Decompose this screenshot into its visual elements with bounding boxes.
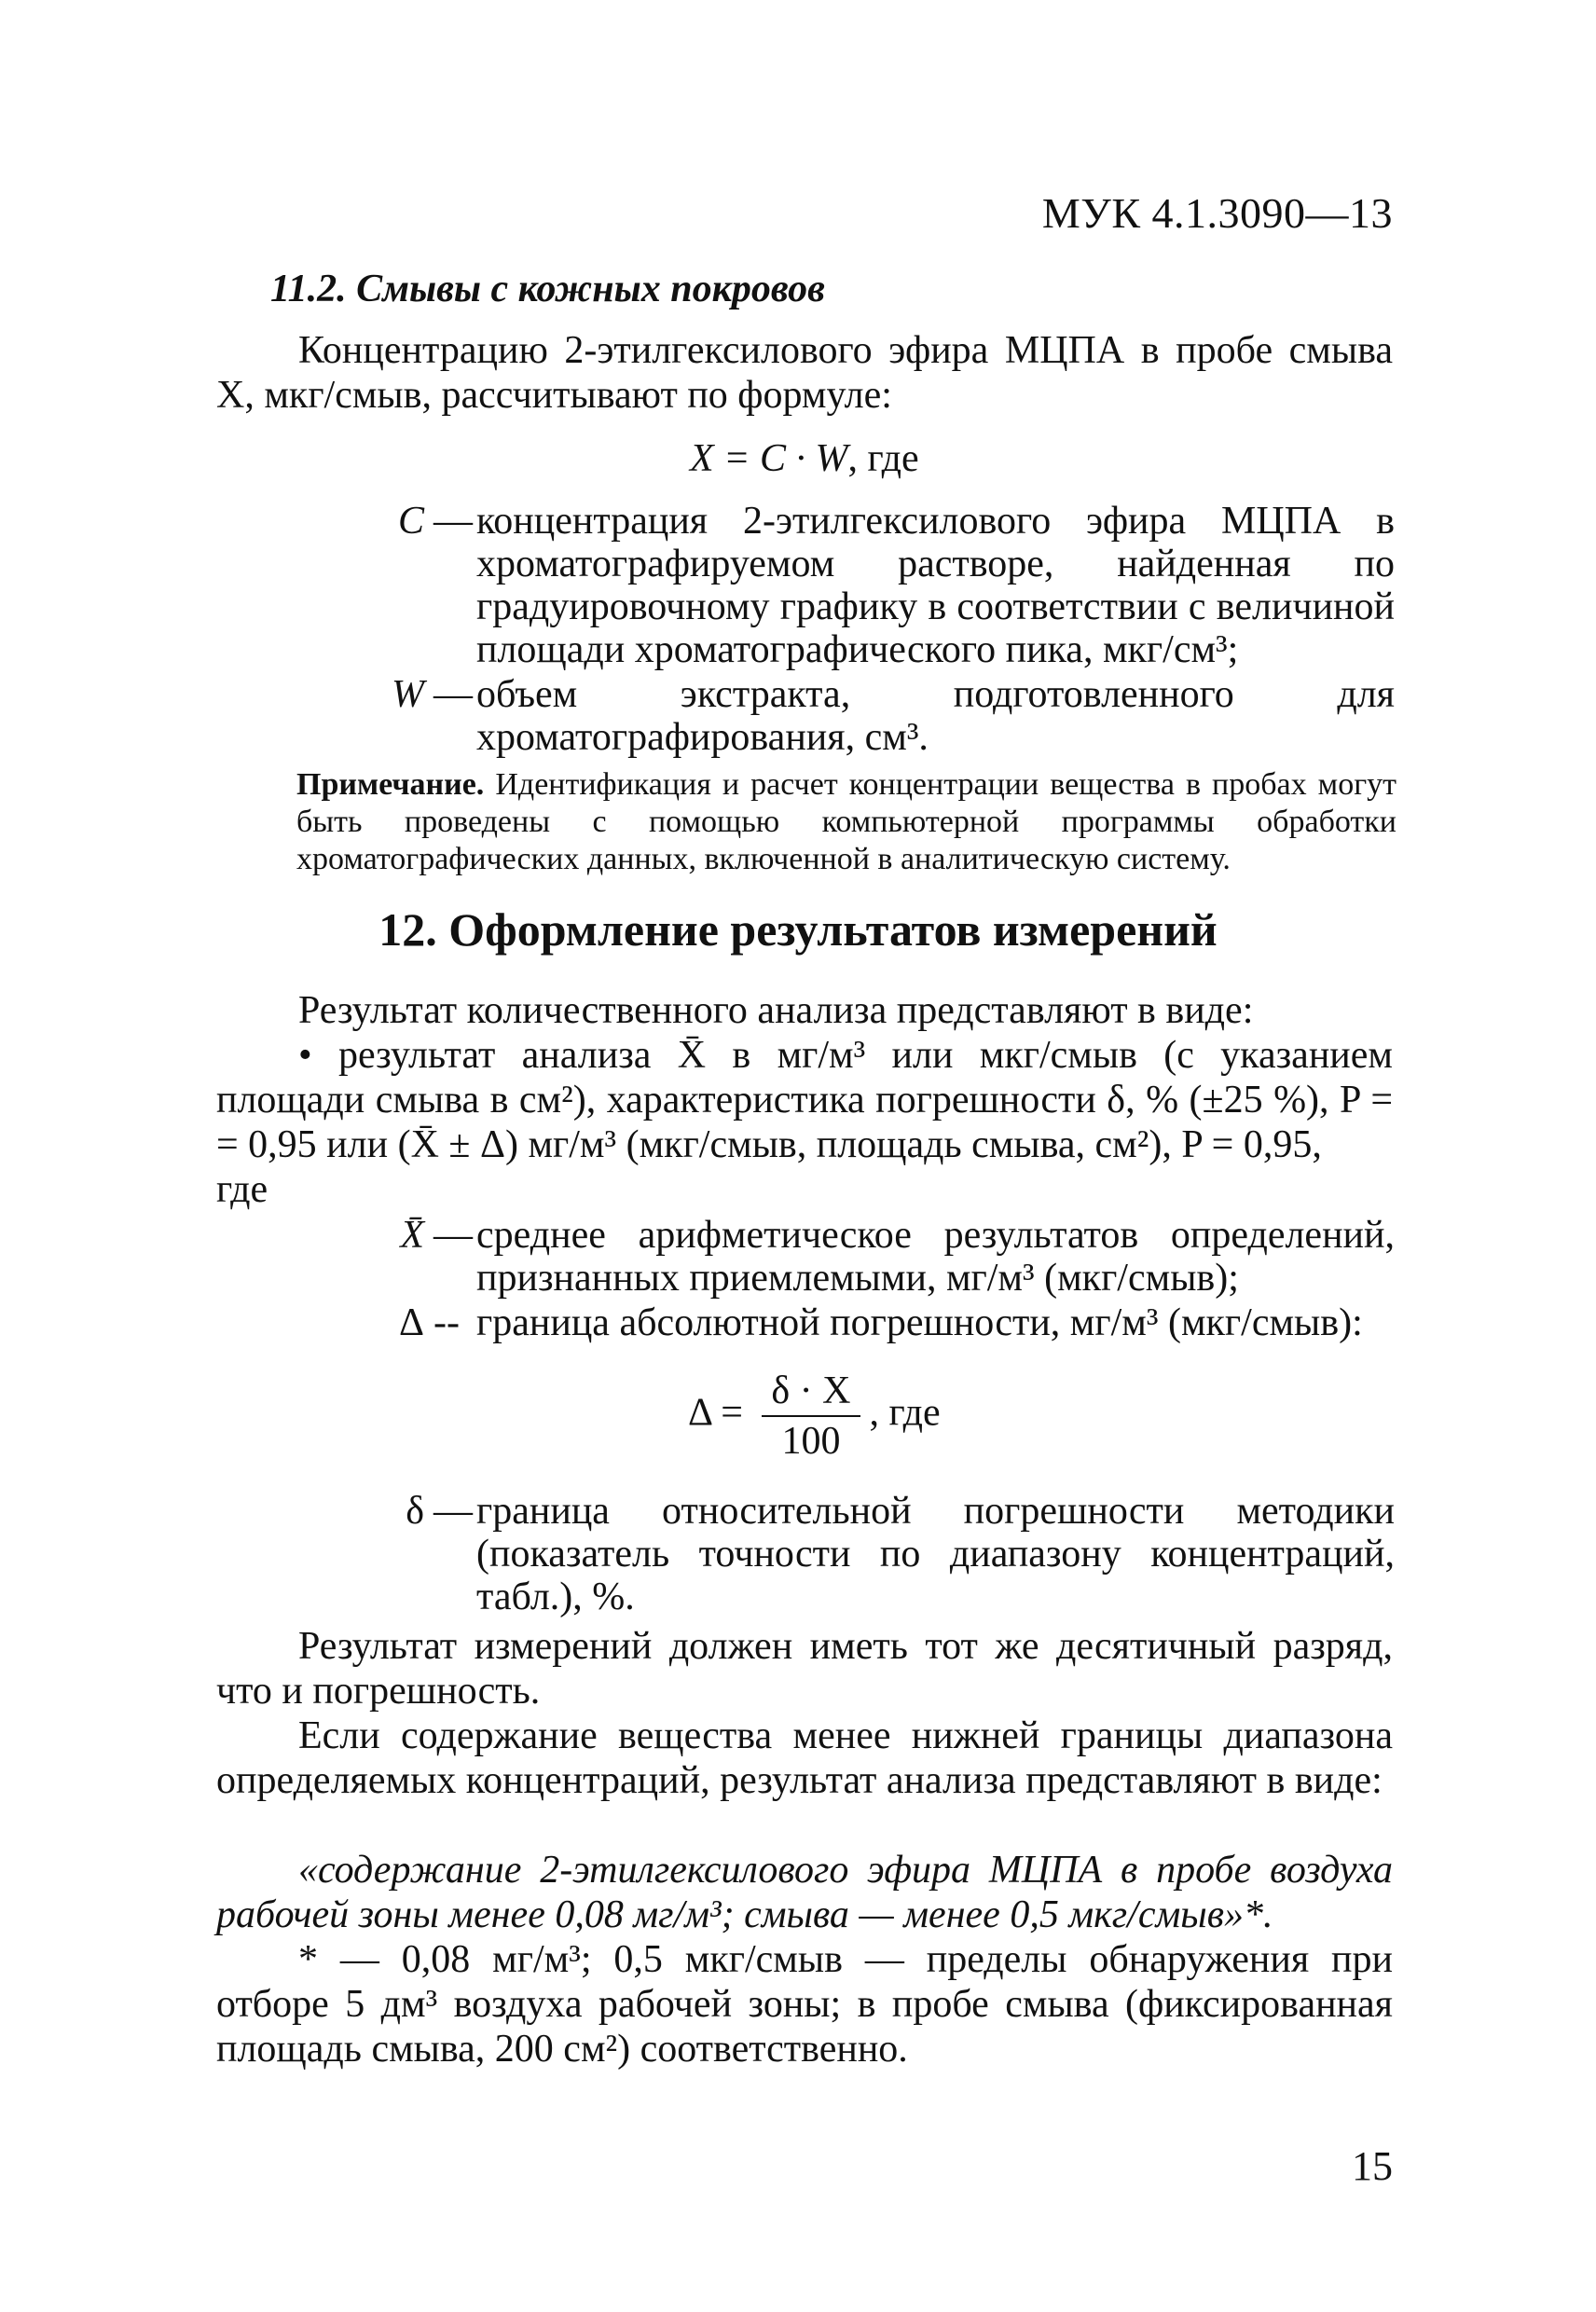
page-number: 15 (1352, 2143, 1393, 2189)
definition-c (368, 500, 1403, 677)
delta-formula-suffix: , где (869, 1391, 941, 1435)
definition-dash: — (433, 500, 473, 543)
definition-dash: — (433, 1490, 473, 1533)
definition-dash: — (433, 673, 473, 716)
definition-text: концентрация 2-этилгексилового эфира МЦПА в хроматографируемом растворе, найденная по градуировочному графику в соответствии с величиной площади хроматографического пика, мкг/см³; (476, 500, 1395, 671)
swab-formula (690, 436, 919, 481)
formula-rhs: = C · W (723, 437, 848, 480)
results-bullet: • результат анализа X̄ в мг/м³ или мкг/смыв (с указанием площади смыва в см²), характеристика погрешности δ, % (±25 %), P = = 0,95 или (X̄ ± Δ) мг/м³ (мкг/смыв, площадь смыва, см²), P = 0,95, (216, 1034, 1393, 1166)
definition-text: объем экстракта, подготовленного для хроматографирования, см³. (476, 673, 1395, 759)
delta-fraction (762, 1369, 860, 1464)
subsection-title: 11.2. Смывы с кожных покровов (270, 268, 825, 310)
delta-formula (688, 1369, 941, 1464)
delta-numerator: δ · X (762, 1369, 860, 1417)
definition-dash: — (433, 1214, 473, 1257)
results-where: где (216, 1168, 268, 1211)
definition-dash: -- (433, 1301, 460, 1344)
definition-symbol: X̄ (400, 1214, 424, 1257)
definition-symbol: δ (406, 1490, 424, 1533)
definition-w (368, 673, 1403, 763)
results-intro: Результат количественного анализа представляют в виде: (298, 989, 1254, 1032)
section-title: 12. Оформление результатов измерений (378, 903, 1218, 956)
formula-suffix: , где (847, 437, 919, 480)
document-code: МУК 4.1.3090—13 (1041, 189, 1393, 237)
note-label: Примечание. (296, 767, 485, 802)
delta-denominator: 100 (781, 1420, 841, 1463)
below-range-quote: «содержание 2-этилгексилового эфира МЦПА в пробе воздуха рабочей зоны менее 0,08 мг/м³; смыва — менее 0,5 мкг/смыв»*. (216, 1849, 1393, 1936)
definition-text: среднее арифметическое результатов определений, признанных приемлемыми, мг/м³ (мкг/смыв); (476, 1214, 1395, 1300)
footnote-paragraph: * — 0,08 мг/м³; 0,5 мкг/смыв — пределы обнаружения при отборе 5 дм³ воздуха рабочей зоны; в пробе смыва (фиксированная площадь смыва, 200 см²) соответственно. (216, 1938, 1393, 2071)
note-text: Идентификация и расчет концентрации вещества в пробах могут быть проведены с помощью компьютерной программы обработки хроматографических данных, включенной в аналитическую систему. (296, 767, 1396, 876)
below-range-paragraph: Если содержание вещества менее нижней границы диапазона определяемых концентраций, результат анализа представляют в виде: (216, 1714, 1393, 1802)
definition-x-mean (368, 1214, 1403, 1303)
definition-symbol: C (397, 500, 424, 543)
definition-text: граница абсолютной погрешности, мг/м³ (мкг/смыв): (476, 1301, 1363, 1344)
definition-symbol: W (392, 673, 424, 716)
swab-intro-paragraph: Концентрацию 2-этилгексилового эфира МЦПА в пробе смыва X, мкг/смыв, рассчитывают по формуле: (216, 329, 1393, 417)
definition-relative-error (368, 1490, 1403, 1630)
precision-paragraph: Результат измерений должен иметь тот же десятичный разряд, что и погрешность. (216, 1625, 1393, 1713)
formula-lhs: X (690, 437, 714, 480)
definition-symbol: Δ (398, 1301, 424, 1344)
note-paragraph (296, 766, 1396, 878)
definition-text: граница относительной погрешности методики (показатель точности по диапазону концентраций, табл.), %. (476, 1490, 1395, 1618)
delta-formula-lhs: Δ = (688, 1391, 743, 1435)
